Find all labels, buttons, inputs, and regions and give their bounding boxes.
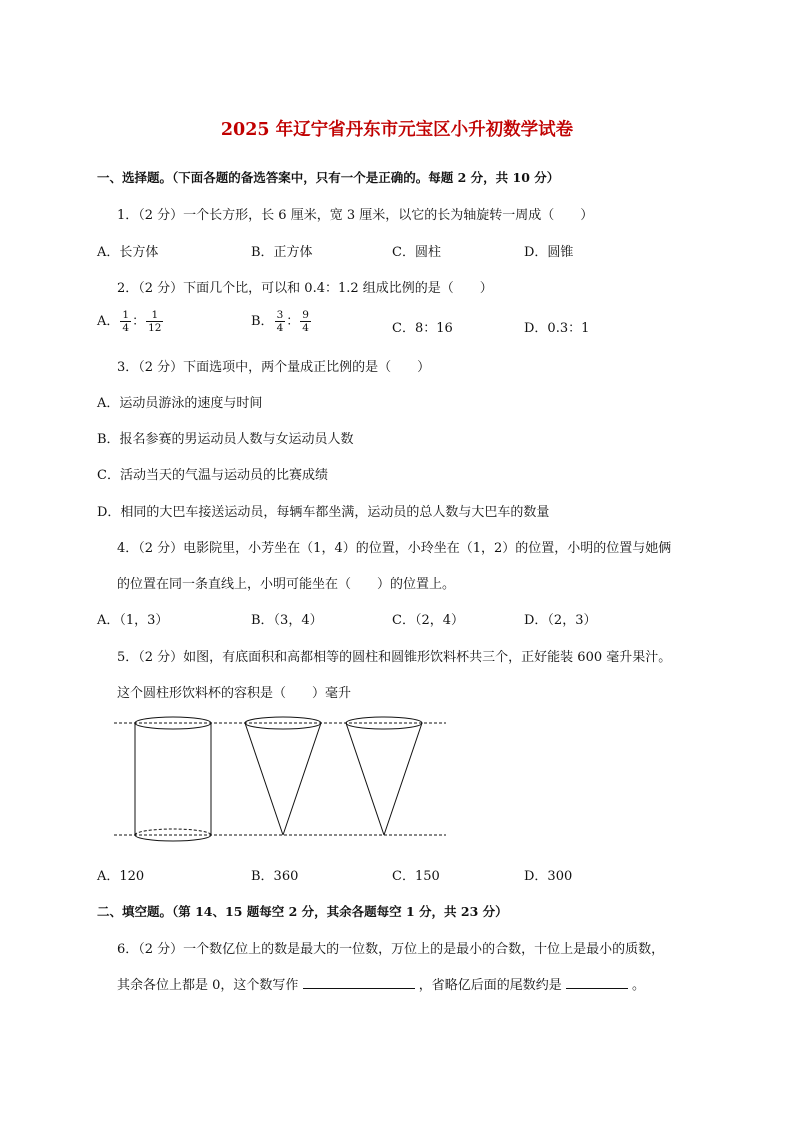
question-6-line-2: 其余各位上都是 0，这个数写作 ，省略亿后面的尾数约是 。 <box>117 978 645 993</box>
answer-blank-1[interactable] <box>303 976 415 989</box>
q3-option-d: D．相同的大巴车接送运动员，每辆车都坐满，运动员的总人数与大巴车的数量 <box>97 505 550 520</box>
question-5-line-1: 5．（2 分）如图，有底面积和高都相等的圆柱和圆锥形饮料杯共三个，正好能装 600 毫升果汁。 <box>117 650 672 665</box>
cylinder-shape <box>135 717 211 841</box>
question-4-line-2: 的位置在同一条直线上，小明可能坐在（ ）的位置上。 <box>117 577 456 592</box>
q3-option-a: A．运动员游泳的速度与时间 <box>97 396 263 411</box>
q2-option-c: C．8：16 <box>392 321 453 336</box>
question-4-line-1: 4．（2 分）电影院里，小芳坐在（1，4）的位置，小玲坐在（1，2）的位置，小明的位置与她俩 <box>117 541 672 556</box>
q2-option-a-label: A． <box>97 314 120 329</box>
fraction: $\frac{9}{4}$ <box>302 309 309 334</box>
q4-option-b: B．（3，4） <box>251 613 323 628</box>
question-1-stem: 1．（2 分）一个长方形，长 6 厘米，宽 3 厘米，以它的长为轴旋转一周成（ ） <box>117 208 594 223</box>
q5-option-d: D．300 <box>524 869 573 884</box>
q4-option-c: C．（2，4） <box>392 613 464 628</box>
page-title: 2025 年辽宁省丹东市元宝区小升初数学试卷 <box>220 120 574 140</box>
q4-option-d: D．（2，3） <box>524 613 597 628</box>
q3-option-c: C．活动当天的气温与运动员的比赛成绩 <box>97 468 328 483</box>
question-5-line-2: 这个圆柱形饮料杯的容积是（ ）毫升 <box>117 686 352 701</box>
section-2-heading: 二、填空题。（第 14、15 题每空 2 分，其余各题每空 1 分，共 23 分） <box>97 904 508 919</box>
q1-option-c: C．圆柱 <box>392 245 441 260</box>
q5-option-c: C．150 <box>392 869 440 884</box>
q1-option-b: B．正方体 <box>251 245 313 260</box>
q1-option-d: D．圆锥 <box>524 245 574 260</box>
q2-option-b-label: B． <box>251 314 274 329</box>
cylinder-cone-figure <box>112 712 448 848</box>
q1-option-a: A．长方体 <box>97 245 159 260</box>
fraction: $\frac{3}{4}$ <box>276 309 284 334</box>
fraction: $\frac{1}{4}$ <box>122 309 130 334</box>
q2-option-d: D．0.3：1 <box>524 321 590 336</box>
section-1-heading: 一、选择题。（下面各题的备选答案中，只有一个是正确的。每题 2 分，共 10 分） <box>97 170 560 185</box>
cone-shape-1 <box>245 717 321 835</box>
answer-blank-2[interactable] <box>566 976 628 989</box>
fraction: $\frac{1}{12}$ <box>148 309 162 334</box>
q2-option-a: A． $\frac{1}{4}$ ： $\frac{1}{12}$ <box>97 309 162 334</box>
cone-shape-2 <box>346 717 422 835</box>
q4-option-a: A．（1，3） <box>97 613 169 628</box>
q3-option-b: B．报名参赛的男运动员人数与女运动员人数 <box>97 432 354 447</box>
question-3-stem: 3．（2 分）下面选项中，两个量成正比例的是（ ） <box>117 360 431 375</box>
q5-option-b: B．360 <box>251 869 299 884</box>
question-2-stem: 2．（2 分）下面几个比，可以和 0.4：1.2 组成比例的是（ ） <box>117 281 493 296</box>
q5-option-a: A．120 <box>97 869 145 884</box>
question-6-line-1: 6．（2 分）一个数亿位上的数是最大的一位数，万位上的是最小的合数，十位上是最小的质数， <box>117 942 665 957</box>
q2-option-b: B． $\frac{3}{4}$ ： $\frac{9}{4}$ <box>251 309 309 334</box>
